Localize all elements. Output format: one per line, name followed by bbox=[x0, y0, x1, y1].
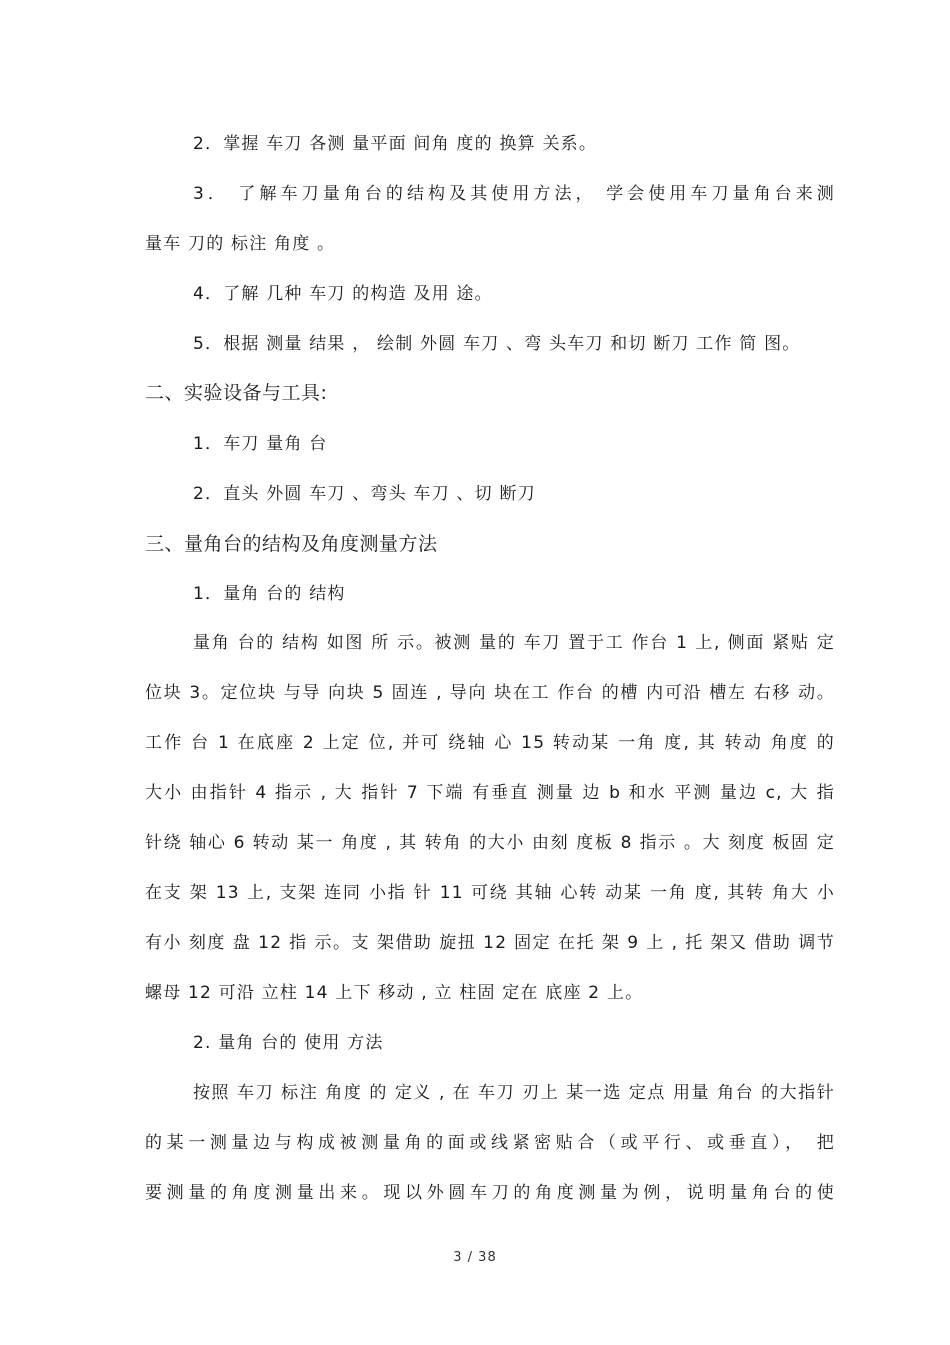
usage-paragraph-line-3: 要测量的角度测量出来。现以外圆车刀的角度测量为例，说明量角台的使 bbox=[145, 1183, 835, 1203]
paragraph-objective-3-line-2: 量车 刀的 标注 角度 。 bbox=[145, 234, 336, 254]
structure-paragraph-line-4: 大小 由指针 4 指示 , 大 指针 7 下端 有垂直 测量 边 b 和水 平测 量边 c, 大 指 bbox=[145, 783, 835, 803]
structure-paragraph-line-5: 针绕 轴心 6 转动 某一 角度 , 其 转角 的大小 由刻 度板 8 指示 。大 刻度 板固 定 bbox=[145, 833, 835, 853]
section-heading-equipment: 二、实验设备与工具: bbox=[145, 382, 328, 404]
structure-paragraph-line-7: 有小 刻度 盘 12 指 示。支 架借助 旋扭 12 固定 在托 架 9 上 , 托 架又 借助 调节 bbox=[145, 933, 835, 953]
equipment-item-1: 1．车刀 量角 台 bbox=[193, 434, 328, 454]
structure-paragraph-line-6: 在支 架 13 上, 支架 连同 小指 针 11 可绕 其轴 心转 动某 一角 度, 其转 角大 小 bbox=[145, 883, 835, 903]
usage-paragraph-line-1: 按照 车刀 标注 角度 的 定义 , 在 车刀 刃上 某一选 定点 用量 角台 的大指针 bbox=[193, 1083, 835, 1103]
paragraph-objective-5: 5．根据 测量 结果 ， 绘制 外圆 车刀 、弯 头车刀 和切 断刀 工作 简 图。 bbox=[193, 334, 801, 354]
structure-paragraph-line-8: 螺母 12 可沿 立柱 14 上下 移动 , 立 柱固 定在 底座 2 上。 bbox=[145, 983, 644, 1003]
subheading-usage: 2. 量角 台的 使用 方法 bbox=[193, 1033, 384, 1053]
subheading-structure: 1．量角 台的 结构 bbox=[193, 584, 346, 604]
equipment-item-2: 2．直头 外圆 车刀 、弯头 车刀 、切 断刀 bbox=[193, 484, 536, 504]
paragraph-objective-4: 4．了解 几种 车刀 的构造 及用 途。 bbox=[193, 284, 493, 304]
paragraph-objective-2: 2．掌握 车刀 各测 量平面 间角 度的 换算 关系。 bbox=[193, 134, 598, 154]
usage-paragraph-line-2: 的某一测量边与构成被测量角的面或线紧密贴合（或平行、或垂直）， 把 bbox=[145, 1133, 835, 1153]
structure-paragraph-line-3: 工作 台 1 在底座 2 上定 位, 并可 绕轴 心 15 转动某 一角 度, 其 转动 角度 的 bbox=[145, 733, 835, 753]
page-number: 3 / 38 bbox=[453, 1250, 497, 1265]
structure-paragraph-line-1: 量角 台的 结构 如图 所 示。被测 量的 车刀 置于工 作台 1 上, 侧面 紧贴 定 bbox=[193, 633, 835, 653]
structure-paragraph-line-2: 位块 3。定位块 与导 向块 5 固连 , 导向 块在工 作台 的槽 内可沿 槽左 右移 动。 bbox=[145, 683, 835, 703]
section-heading-structure-method: 三、量角台的结构及角度测量方法 bbox=[145, 533, 438, 555]
paragraph-objective-3-line-1: 3． 了解车刀量角台的结构及其使用方法， 学会使用车刀量角台来测 bbox=[193, 184, 835, 204]
